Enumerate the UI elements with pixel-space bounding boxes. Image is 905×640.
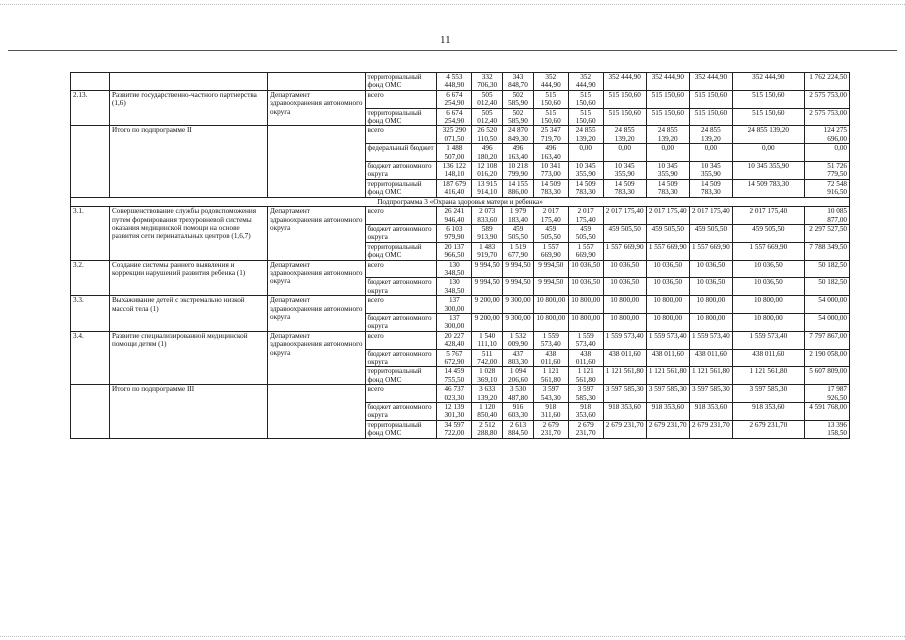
table-row	[71, 296, 850, 314]
budget-table	[70, 72, 850, 439]
amount-cell: 515 150,60	[646, 90, 689, 108]
funding-source: всего	[365, 207, 437, 225]
table-row	[71, 385, 850, 403]
amount-cell: 2 679 231,70	[689, 420, 732, 438]
measure-name	[110, 73, 268, 91]
amount-cell: 1 121 561,80	[568, 367, 603, 385]
amount-cell: 2 512 288,80	[472, 420, 503, 438]
amount-cell: 3 597 543,30	[533, 385, 568, 403]
scan-edge-top	[0, 4, 905, 5]
amount-cell: 10 036,50	[568, 278, 603, 296]
amount-cell: 130 348,50	[437, 278, 472, 296]
amount-cell: 3 530 487,80	[503, 385, 534, 403]
funding-source: территориальный фонд ОМС	[365, 242, 437, 260]
amount-cell: 9 994,50	[503, 278, 534, 296]
responsible-department: Департамент здравоохранения автономного округа	[268, 207, 366, 260]
amount-cell: 10 345 355,90	[646, 162, 689, 180]
amount-cell: 1 488 507,00	[437, 144, 472, 162]
period-amount: 14 509 783,30	[732, 179, 804, 197]
amount-cell: 1 540 111,10	[472, 331, 503, 349]
section-row	[71, 197, 850, 206]
total-amount: 5 607 809,00	[804, 367, 849, 385]
period-amount: 918 353,60	[732, 403, 804, 421]
amount-cell: 14 509 783,30	[533, 179, 568, 197]
amount-cell: 459 505,50	[646, 224, 689, 242]
amount-cell: 24 855 139,20	[689, 126, 732, 144]
amount-cell: 459 505,50	[568, 224, 603, 242]
amount-cell: 1 483 919,70	[472, 242, 503, 260]
amount-cell: 496 163,40	[533, 144, 568, 162]
amount-cell: 511 742,00	[472, 349, 503, 367]
funding-source: всего	[365, 385, 437, 403]
amount-cell: 10 800,00	[603, 313, 646, 331]
table-row	[71, 90, 850, 108]
period-amount: 438 011,60	[732, 349, 804, 367]
amount-cell: 515 150,60	[568, 90, 603, 108]
period-amount: 352 444,90	[732, 73, 804, 91]
amount-cell: 1 121 561,80	[533, 367, 568, 385]
amount-cell: 505 012,40	[472, 90, 503, 108]
amount-cell: 14 155 886,00	[503, 179, 534, 197]
period-amount: 0,00	[732, 144, 804, 162]
amount-cell: 352 444,90	[568, 73, 603, 91]
amount-cell: 5 767 672,90	[437, 349, 472, 367]
total-amount: 0,00	[804, 144, 849, 162]
amount-cell: 1 094 206,60	[503, 367, 534, 385]
amount-cell: 0,00	[568, 144, 603, 162]
total-amount: 2 190 058,00	[804, 349, 849, 367]
amount-cell: 6 103 979,90	[437, 224, 472, 242]
amount-cell: 187 679 416,40	[437, 179, 472, 197]
amount-cell: 13 915 914,10	[472, 179, 503, 197]
amount-cell: 26 520 110,50	[472, 126, 503, 144]
amount-cell: 10 036,50	[689, 260, 732, 278]
period-amount: 10 036,50	[732, 278, 804, 296]
total-amount: 13 396 158,50	[804, 420, 849, 438]
amount-cell: 10 345 355,90	[568, 162, 603, 180]
amount-cell: 515 150,60	[603, 108, 646, 126]
amount-cell: 1 557 669,90	[689, 242, 732, 260]
amount-cell: 10 800,00	[533, 313, 568, 331]
amount-cell: 130 348,50	[437, 260, 472, 278]
amount-cell: 24 855 139,20	[646, 126, 689, 144]
period-amount: 515 150,60	[732, 90, 804, 108]
amount-cell: 1 559 573,40	[533, 331, 568, 349]
amount-cell: 515 150,60	[568, 108, 603, 126]
total-amount: 50 182,50	[804, 278, 849, 296]
measure-name: Создание системы раннего выявления и коррекции нарушений развития ребенка (1)	[110, 260, 268, 296]
page-number: 11	[440, 34, 451, 46]
measure-name: Развитие специализированной медицинской помощи детям (1)	[110, 331, 268, 384]
total-amount: 7 797 867,00	[804, 331, 849, 349]
row-number	[71, 126, 110, 197]
measure-name: Итого по подпрограмме II	[110, 126, 268, 197]
scan-edge-bottom	[0, 636, 905, 637]
amount-cell: 496 163,40	[503, 144, 534, 162]
amount-cell: 1 519 677,90	[503, 242, 534, 260]
total-amount: 72 548 916,50	[804, 179, 849, 197]
amount-cell: 9 994,50	[472, 260, 503, 278]
amount-cell: 438 011,60	[603, 349, 646, 367]
amount-cell: 2 073 833,60	[472, 207, 503, 225]
header-rule	[8, 50, 897, 51]
amount-cell: 9 994,50	[533, 278, 568, 296]
period-amount: 24 855 139,20	[732, 126, 804, 144]
amount-cell: 438 011,60	[689, 349, 732, 367]
amount-cell: 343 848,70	[503, 73, 534, 91]
funding-source: федеральный бюджет	[365, 144, 437, 162]
amount-cell: 332 706,30	[472, 73, 503, 91]
amount-cell: 14 509 783,30	[568, 179, 603, 197]
amount-cell: 10 345 355,90	[603, 162, 646, 180]
amount-cell: 10 800,00	[689, 313, 732, 331]
amount-cell: 438 011,60	[568, 349, 603, 367]
amount-cell: 10 036,50	[603, 260, 646, 278]
amount-cell: 14 509 783,30	[603, 179, 646, 197]
amount-cell: 505 012,40	[472, 108, 503, 126]
amount-cell: 26 241 946,40	[437, 207, 472, 225]
amount-cell: 2 679 231,70	[603, 420, 646, 438]
amount-cell: 352 444,90	[533, 73, 568, 91]
funding-source: бюджет автономного округа	[365, 162, 437, 180]
funding-source: территориальный фонд ОМС	[365, 420, 437, 438]
amount-cell: 2 613 884,50	[503, 420, 534, 438]
period-amount: 10 800,00	[732, 313, 804, 331]
amount-cell: 1 557 669,90	[646, 242, 689, 260]
funding-source: всего	[365, 296, 437, 314]
amount-cell: 9 300,00	[503, 296, 534, 314]
table-row	[71, 73, 850, 91]
amount-cell: 1 979 183,40	[503, 207, 534, 225]
responsible-department: Департамент здравоохранения автономного округа	[268, 90, 366, 126]
amount-cell: 34 597 722,00	[437, 420, 472, 438]
responsible-department: Департамент здравоохранения автономного округа	[268, 331, 366, 384]
period-amount: 1 559 573,40	[732, 331, 804, 349]
row-number: 3.1.	[71, 207, 110, 260]
amount-cell: 459 505,50	[533, 224, 568, 242]
amount-cell: 3 597 585,30	[568, 385, 603, 403]
period-amount: 459 505,50	[732, 224, 804, 242]
amount-cell: 10 800,00	[603, 296, 646, 314]
amount-cell: 10 800,00	[568, 313, 603, 331]
amount-cell: 515 150,60	[603, 90, 646, 108]
period-amount: 3 597 585,30	[732, 385, 804, 403]
amount-cell: 10 800,00	[533, 296, 568, 314]
amount-cell: 1 557 669,90	[603, 242, 646, 260]
row-number	[71, 73, 110, 91]
amount-cell: 3 597 585,30	[646, 385, 689, 403]
amount-cell: 352 444,90	[689, 73, 732, 91]
amount-cell: 1 557 669,90	[568, 242, 603, 260]
amount-cell: 10 036,50	[603, 278, 646, 296]
funding-source: территориальный фонд ОМС	[365, 367, 437, 385]
amount-cell: 136 122 148,10	[437, 162, 472, 180]
amount-cell: 137 300,00	[437, 296, 472, 314]
table-row	[71, 260, 850, 278]
amount-cell: 2 017 175,40	[533, 207, 568, 225]
amount-cell: 46 737 023,30	[437, 385, 472, 403]
amount-cell: 459 505,50	[603, 224, 646, 242]
amount-cell: 1 120 850,40	[472, 403, 503, 421]
amount-cell: 10 036,50	[689, 278, 732, 296]
amount-cell: 1 559 573,40	[689, 331, 732, 349]
row-number: 3.2.	[71, 260, 110, 296]
funding-source: бюджет автономного округа	[365, 224, 437, 242]
total-amount: 10 085 877,00	[804, 207, 849, 225]
amount-cell: 14 509 783,30	[689, 179, 732, 197]
amount-cell: 352 444,90	[646, 73, 689, 91]
row-number: 2.13.	[71, 90, 110, 126]
table-row	[71, 126, 850, 144]
measure-name: Развитие государственно-частного партнерства (1,6)	[110, 90, 268, 126]
funding-source: территориальный фонд ОМС	[365, 108, 437, 126]
amount-cell: 1 121 561,80	[689, 367, 732, 385]
funding-source: территориальный фонд ОМС	[365, 179, 437, 197]
amount-cell: 2 679 231,70	[533, 420, 568, 438]
period-amount: 515 150,60	[732, 108, 804, 126]
total-amount: 50 182,50	[804, 260, 849, 278]
funding-source: бюджет автономного округа	[365, 349, 437, 367]
amount-cell: 918 353,60	[646, 403, 689, 421]
amount-cell: 2 017 175,40	[689, 207, 732, 225]
amount-cell: 3 633 139,20	[472, 385, 503, 403]
amount-cell: 9 994,50	[533, 260, 568, 278]
amount-cell: 1 559 573,40	[646, 331, 689, 349]
amount-cell: 502 585,90	[503, 90, 534, 108]
amount-cell: 502 585,90	[503, 108, 534, 126]
amount-cell: 14 509 783,30	[646, 179, 689, 197]
amount-cell: 6 674 254,90	[437, 90, 472, 108]
amount-cell: 438 011,60	[533, 349, 568, 367]
amount-cell: 10 800,00	[646, 296, 689, 314]
measure-name: Совершенствование службы родовспоможения путем формирования трехуровневой системы оказания медицинской помощи на основе развития сети перинатальных центров (1,6,7)	[110, 207, 268, 260]
funding-source: всего	[365, 90, 437, 108]
amount-cell: 2 679 231,70	[568, 420, 603, 438]
amount-cell: 10 036,50	[646, 278, 689, 296]
funding-source: бюджет автономного округа	[365, 313, 437, 331]
table-row	[71, 207, 850, 225]
amount-cell: 459 505,50	[689, 224, 732, 242]
total-amount: 51 726 779,50	[804, 162, 849, 180]
amount-cell: 918 353,60	[568, 403, 603, 421]
amount-cell: 10 800,00	[568, 296, 603, 314]
amount-cell: 325 290 071,50	[437, 126, 472, 144]
funding-source: всего	[365, 331, 437, 349]
amount-cell: 20 137 966,50	[437, 242, 472, 260]
amount-cell: 12 108 016,20	[472, 162, 503, 180]
amount-cell: 515 150,60	[533, 90, 568, 108]
total-amount: 54 000,00	[804, 313, 849, 331]
amount-cell: 10 341 773,00	[533, 162, 568, 180]
amount-cell: 515 150,60	[689, 90, 732, 108]
amount-cell: 496 180,20	[472, 144, 503, 162]
amount-cell: 1 532 009,90	[503, 331, 534, 349]
measure-name: Итого по подпрограмме III	[110, 385, 268, 438]
amount-cell: 589 913,90	[472, 224, 503, 242]
subprogram-title: Подпрограмма 3 «Охрана здоровья матери и ребенка»	[71, 197, 850, 206]
amount-cell: 0,00	[689, 144, 732, 162]
amount-cell: 6 674 254,90	[437, 108, 472, 126]
measure-name: Выхаживание детей с экстремально низкой массой тела (1)	[110, 296, 268, 332]
total-amount: 17 987 926,50	[804, 385, 849, 403]
amount-cell: 9 300,00	[503, 313, 534, 331]
amount-cell: 10 345 355,90	[689, 162, 732, 180]
amount-cell: 9 200,00	[472, 296, 503, 314]
amount-cell: 10 800,00	[646, 313, 689, 331]
amount-cell: 2 017 175,40	[603, 207, 646, 225]
total-amount: 2 575 753,00	[804, 90, 849, 108]
amount-cell: 14 459 755,50	[437, 367, 472, 385]
responsible-department	[268, 73, 366, 91]
period-amount: 10 345 355,90	[732, 162, 804, 180]
funding-source: бюджет автономного округа	[365, 278, 437, 296]
amount-cell: 24 855 139,20	[568, 126, 603, 144]
amount-cell: 515 150,60	[689, 108, 732, 126]
amount-cell: 459 505,50	[503, 224, 534, 242]
amount-cell: 12 139 301,30	[437, 403, 472, 421]
amount-cell: 918 311,60	[533, 403, 568, 421]
period-amount: 1 557 669,90	[732, 242, 804, 260]
amount-cell: 10 800,00	[689, 296, 732, 314]
amount-cell: 352 444,90	[603, 73, 646, 91]
amount-cell: 9 994,50	[503, 260, 534, 278]
total-amount: 1 762 224,50	[804, 73, 849, 91]
table-row	[71, 331, 850, 349]
funding-source: всего	[365, 260, 437, 278]
amount-cell: 25 347 719,70	[533, 126, 568, 144]
amount-cell: 2 017 175,40	[568, 207, 603, 225]
amount-cell: 1 121 561,80	[603, 367, 646, 385]
total-amount: 124 275 696,00	[804, 126, 849, 144]
amount-cell: 2 679 231,70	[646, 420, 689, 438]
amount-cell: 0,00	[646, 144, 689, 162]
amount-cell: 3 597 585,30	[603, 385, 646, 403]
amount-cell: 3 597 585,30	[689, 385, 732, 403]
row-number: 3.3.	[71, 296, 110, 332]
period-amount: 1 121 561,80	[732, 367, 804, 385]
amount-cell: 4 553 448,90	[437, 73, 472, 91]
amount-cell: 2 017 175,40	[646, 207, 689, 225]
amount-cell: 137 300,00	[437, 313, 472, 331]
amount-cell: 0,00	[603, 144, 646, 162]
amount-cell: 9 200,00	[472, 313, 503, 331]
amount-cell: 1 028 369,10	[472, 367, 503, 385]
amount-cell: 437 803,30	[503, 349, 534, 367]
amount-cell: 918 353,60	[689, 403, 732, 421]
amount-cell: 10 218 799,90	[503, 162, 534, 180]
amount-cell: 438 011,60	[646, 349, 689, 367]
amount-cell: 515 150,60	[533, 108, 568, 126]
total-amount: 54 000,00	[804, 296, 849, 314]
row-number: 3.4.	[71, 331, 110, 384]
period-amount: 2 679 231,70	[732, 420, 804, 438]
funding-source: территориальный фонд ОМС	[365, 73, 437, 91]
responsible-department	[268, 385, 366, 438]
responsible-department: Департамент здравоохранения автономного округа	[268, 296, 366, 332]
funding-source: бюджет автономного округа	[365, 403, 437, 421]
amount-cell: 1 559 573,40	[568, 331, 603, 349]
total-amount: 4 591 768,00	[804, 403, 849, 421]
amount-cell: 10 036,50	[568, 260, 603, 278]
responsible-department	[268, 126, 366, 197]
amount-cell: 1 559 573,40	[603, 331, 646, 349]
total-amount: 2 575 753,00	[804, 108, 849, 126]
total-amount: 7 788 349,50	[804, 242, 849, 260]
period-amount: 2 017 175,40	[732, 207, 804, 225]
amount-cell: 10 036,50	[646, 260, 689, 278]
amount-cell: 918 353,60	[603, 403, 646, 421]
amount-cell: 1 121 561,80	[646, 367, 689, 385]
responsible-department: Департамент здравоохранения автономного округа	[268, 260, 366, 296]
amount-cell: 20 227 428,40	[437, 331, 472, 349]
row-number	[71, 385, 110, 438]
amount-cell: 24 870 849,30	[503, 126, 534, 144]
amount-cell: 9 994,50	[472, 278, 503, 296]
period-amount: 10 036,50	[732, 260, 804, 278]
amount-cell: 916 603,30	[503, 403, 534, 421]
total-amount: 2 297 527,50	[804, 224, 849, 242]
funding-source: всего	[365, 126, 437, 144]
amount-cell: 1 557 669,90	[533, 242, 568, 260]
amount-cell: 24 855 139,20	[603, 126, 646, 144]
period-amount: 10 800,00	[732, 296, 804, 314]
amount-cell: 515 150,60	[646, 108, 689, 126]
